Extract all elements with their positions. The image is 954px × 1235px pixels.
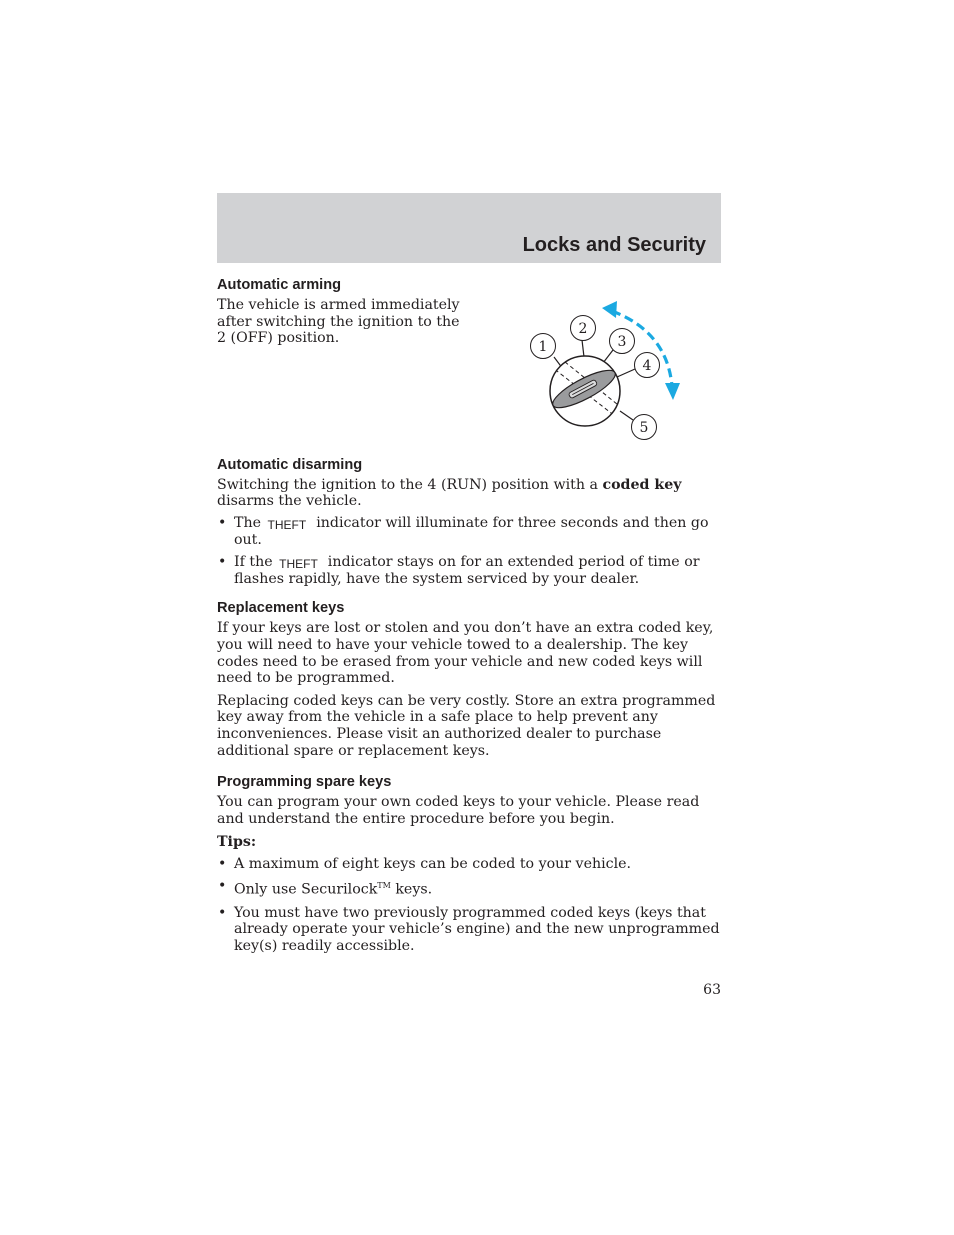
- leader-line: [617, 369, 635, 377]
- theft-indicator-icon: THEFT: [279, 557, 318, 572]
- tips-bullets: [217, 856, 721, 955]
- page-title: Locks and Security: [522, 234, 706, 256]
- svg-text:1: 1: [538, 339, 548, 355]
- leader-line: [620, 411, 633, 420]
- arrow-head-icon: [602, 301, 617, 318]
- position-label-5: [632, 415, 657, 440]
- list-item: • A maximum of eight keys can be coded to your vehicle.: [217, 856, 721, 873]
- ignition-positions-diagram: [524, 297, 694, 442]
- heading-replacement-keys: Replacement keys: [217, 600, 345, 617]
- replacement-paragraph-1: If your keys are lost or stolen and you don’t have an extra coded key, you will need to have your vehicle towed to a dealership. The key codes need to be erased from your vehicle and new coded keys will need to be programmed.: [217, 620, 714, 687]
- header-band: [217, 193, 721, 263]
- list-item: • If the THEFT indicator stays on for an extended period of time or flashes rapidly, have the system serviced by your dealer.: [217, 554, 721, 587]
- programming-paragraph: You can program your own coded keys to your vehicle. Please read and understand the entire procedure before you begin.: [217, 794, 700, 827]
- heading-automatic-arming: Automatic arming: [217, 277, 342, 293]
- tips-label: Tips:: [217, 834, 257, 851]
- position-label-3: [610, 329, 635, 354]
- page-number: 63: [703, 982, 721, 998]
- replacement-paragraph-2: Replacing coded keys can be very costly. Store an extra programmed key away from the vehicle in a safe place to help prevent any inconveniences. Please visit an authorized dealer to purchase additional spare or replacement keys.: [217, 692, 716, 759]
- list-item: • You must have two previously programmed coded keys (keys that already operate your vehicle’s engine) and the new unprogrammed key(s) readily accessible.: [217, 905, 721, 955]
- heading-programming-spare-keys: Programming spare keys: [217, 774, 392, 791]
- list-item: • The THEFT indicator will illuminate for three seconds and then go out.: [217, 515, 721, 548]
- arrow-head-icon: [665, 383, 680, 400]
- disarming-paragraph: Switching the ignition to the 4 (RUN) position with a coded key disarms the vehicle.: [217, 476, 682, 510]
- svg-text:4: 4: [642, 358, 652, 374]
- disarming-bullets: [217, 515, 721, 587]
- position-label-1: [531, 334, 556, 359]
- position-label-2: [571, 316, 596, 341]
- position-label-4: [635, 353, 660, 378]
- trademark-mark: TM: [377, 881, 391, 891]
- theft-indicator-icon: THEFT: [267, 517, 307, 532]
- heading-automatic-disarming: Automatic disarming: [217, 456, 363, 473]
- svg-text:3: 3: [617, 334, 627, 350]
- svg-text:2: 2: [578, 321, 588, 337]
- arming-paragraph: The vehicle is armed immediately after switching the ignition to the 2 (OFF) position.: [217, 297, 460, 347]
- coded-key-emphasis: coded key: [602, 476, 682, 493]
- svg-text:5: 5: [639, 420, 649, 436]
- leader-line: [582, 340, 584, 357]
- list-item: • Only use Securilock™ keys.: [217, 878, 721, 898]
